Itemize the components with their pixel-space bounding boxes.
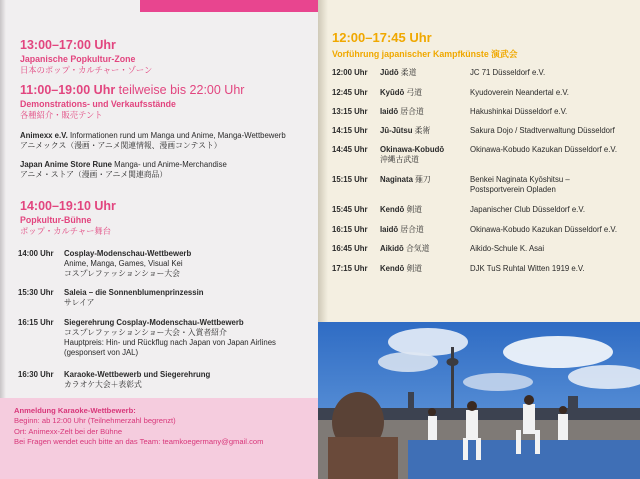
info-line: Bei Fragen wendet euch bitte an das Team: teamkoegermany@gmail.com — [14, 436, 264, 446]
section-title: Japanische Popkultur-Zone — [20, 54, 136, 64]
info-line: Ort: Animexx-Zelt bei der Bühne — [14, 426, 123, 436]
section-title-jp: ポップ・カルチャー舞台 — [20, 226, 112, 236]
section-title-jp: 日本のポップ・カルチャー・ゾーン — [20, 65, 153, 75]
karaoke-info-box — [0, 398, 318, 479]
photo-illustration — [318, 322, 640, 479]
section-title: Popkultur-Bühne — [20, 215, 92, 225]
martial-arts-time: 12:00–17:45 Uhr — [332, 30, 432, 45]
left-page: 13:00–17:00 Uhr Japanische Popkultur-Zone 日本のポップ・カルチャー・ゾーン 11:00–19:00 Uhr teilweise bis 22:00 Uhr Demonstrations- und Verkaufsstände 各種紹介・販売テント Animexx e.V. Informationen rund um Manga und Anime, Manga-Wettbewerb アニメックス（漫画・アニメ関連情報、漫画コンテスト） Japan Anime Store Rune Manga- und Anime-Merchandise アニメ・ストア（漫画・アニメ関連商品） 14:00–19:10 Uhr Popkultur-Bühne ポップ・カルチャー舞台 14:00 Uhr Cosplay-Modenschau-Wettbewerb Anime, Manga, Games, Visual Kei コスプレファッションショー大会 15:30 Uhr Saleia – die Sonnenblumenprinzessin サレイア 16:15 Uhr Siegerehrung Cosplay-Modenschau-Wettbewerb コスプレファッションショー大会・入賞者紹介 Hauptpreis: Hin- und Rückflug nach Japan von Japan Airlines (gesponsert von JAL) 16:30 Uhr Karaoke-Wettbewerb und Siegerehrung カラオケ大会＋表彰式 Anmeldung Karaoke-Wettbewerb: Beginn: ab 12:00 Uhr (Teilnehmerzahl begrenzt) Ort: Animexx-Zelt bei der Bühne Bei Fragen wendet euch bitte an das Team: teamkoegermany@gmail.com — [0, 0, 318, 479]
section-popkultur-buehne — [20, 199, 116, 237]
section-time: 13:00–17:00 Uhr — [20, 38, 116, 52]
info-heading: Anmeldung Karaoke-Wettbewerb: — [14, 406, 136, 415]
karate-demo-photo — [318, 322, 640, 479]
top-color-band — [140, 0, 318, 12]
section-title-jp: 各種紹介・販売テント — [20, 110, 103, 120]
right-page: 12:00–17:45 Uhr Vorführung japanischer Kampfkünste 演武会 12:00 Uhr Jūdō 柔道 JC 71 Düsseldorf e.V. 12:45 Uhr Kyūdō 弓道 Kyudoverein Neandertal e.V. 13:15 Uhr Iaidō 居合道 Hakushinkai Düsseldorf e.V. 14:15 Uhr Jū-Jūtsu 柔術 Sakura Dojo / Stadtverwaltung Düsseldorf 14:45 Uhr Okinawa-Kobudō 沖縄古武道 Okinawa-Kobudo Kazukan Düsseldorf e.V. 15:15 Uhr Naginata 薙刀 Benkei Naginata Kyōshitsu – Postsportverein Opladen 15:45 Uhr Kendō 剣道 Japanischer Club Düsseldorf e.V. 16:15 Uhr Iaidō 居合道 Okinawa-Kobudo Kazukan Düsseldorf e.V. 16:45 Uhr Aikidō 合気道 Aikido-Schule K. Asai 17:15 Uhr Kendō 剣道 DJK TuS Ruhtal Witten 1919 e.V. — [318, 0, 640, 479]
section-time: 14:00–19:10 Uhr — [20, 199, 116, 213]
vendor-item: Japan Anime Store Rune Manga- und Anime-Merchandise アニメ・ストア（漫画・アニメ関連商品） — [20, 160, 227, 179]
info-line: Beginn: ab 12:00 Uhr (Teilnehmerzahl begrenzt) — [14, 416, 176, 426]
section-time: 11:00–19:00 Uhr teilweise bis 22:00 Uhr — [20, 83, 245, 97]
martial-arts-title: Vorführung japanischer Kampfkünste 演武会 — [332, 49, 518, 59]
martial-arts-header — [332, 30, 518, 60]
section-popkultur-zone — [20, 38, 152, 76]
section-verkaufsstaende — [20, 83, 244, 121]
section-title: Demonstrations- und Verkaufsstände — [20, 99, 176, 109]
vendor-item: Animexx e.V. Informationen rund um Manga und Anime, Manga-Wettbewerb アニメックス（漫画・アニメ関連情報、漫画コンテスト） — [20, 131, 286, 150]
